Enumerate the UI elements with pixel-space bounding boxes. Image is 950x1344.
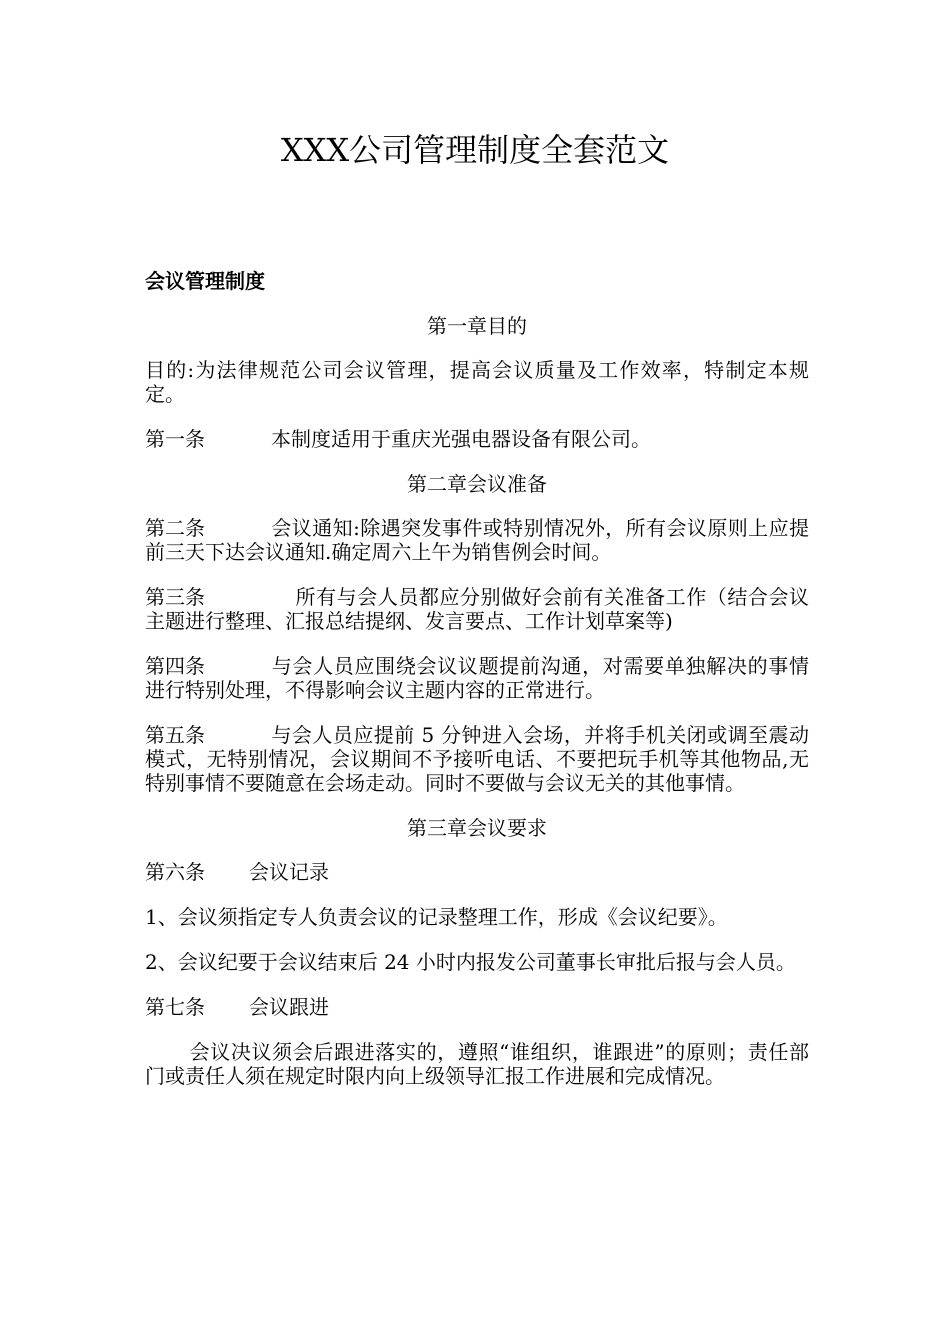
- article-7-text: 会议跟进: [249, 995, 329, 1019]
- article-3-label: 第三条: [145, 585, 205, 609]
- followup-text: 会议决议须会后跟进落实的，遵照“谁组织，谁跟进”的原则；责任部门或责任人须在规定时限内向上级领导汇报工作进展和完成情况。: [145, 1040, 809, 1088]
- article-6: [145, 860, 809, 884]
- list-item-1: 1、会议须指定专人负责会议的记录整理工作，形成《会议纪要》。: [145, 905, 728, 929]
- article-6-label: 第六条: [145, 860, 205, 884]
- chapter-heading-3: 第三章会议要求: [407, 816, 547, 840]
- article-1-label: 第一条: [145, 427, 205, 451]
- article-4: [145, 654, 809, 702]
- article-3-text: 所有与会人员都应分别做好会前有关准备工作（结合会议主题进行整理、汇报总结提纲、发言要点、工作计划草案等): [145, 585, 809, 633]
- article-4-text: 与会人员应围绕会议议题提前沟通，对需要单独解决的事情进行特别处理，不得影响会议主题内容的正常进行。: [145, 654, 809, 702]
- document-body: [145, 314, 809, 1109]
- article-2-label: 第二条: [145, 516, 205, 540]
- section-heading: 会议管理制度: [145, 269, 265, 293]
- article-1-text: 本制度适用于重庆光强电器设备有限公司。: [271, 427, 651, 451]
- article-7-label: 第七条: [145, 995, 205, 1019]
- purpose-paragraph: 目的:为法律规范公司会议管理，提高会议质量及工作效率，特制定本规定。: [145, 358, 809, 406]
- document-title: XXX公司管理制度全套范文: [280, 131, 670, 169]
- followup-paragraph: [145, 1040, 809, 1088]
- list-item-2: 2、会议纪要于会议结束后 24 小时内报发公司董事长审批后报与会人员。: [145, 950, 796, 974]
- chapter-heading-1: 第一章目的: [427, 314, 527, 338]
- article-5-label: 第五条: [145, 723, 205, 747]
- article-7: [145, 995, 809, 1019]
- article-4-label: 第四条: [145, 654, 205, 678]
- article-6-text: 会议记录: [249, 860, 329, 884]
- article-5-text: 与会人员应提前 5 分钟进入会场，并将手机关闭或调至震动模式，无特别情况，会议期间不予接听电话、不要把玩手机等其他物品,无特别事情不要随意在会场走动。同时不要做与会议无关的其他事情。: [145, 723, 809, 795]
- article-2-text: 会议通知:除遇突发事件或特别情况外，所有会议原则上应提前三天下达会议通知.确定周六上午为销售例会时间。: [145, 516, 809, 564]
- article-1: [145, 427, 809, 451]
- article-3: [145, 585, 809, 633]
- article-5: [145, 723, 809, 795]
- article-2: [145, 516, 809, 564]
- chapter-heading-2: 第二章会议准备: [407, 472, 547, 496]
